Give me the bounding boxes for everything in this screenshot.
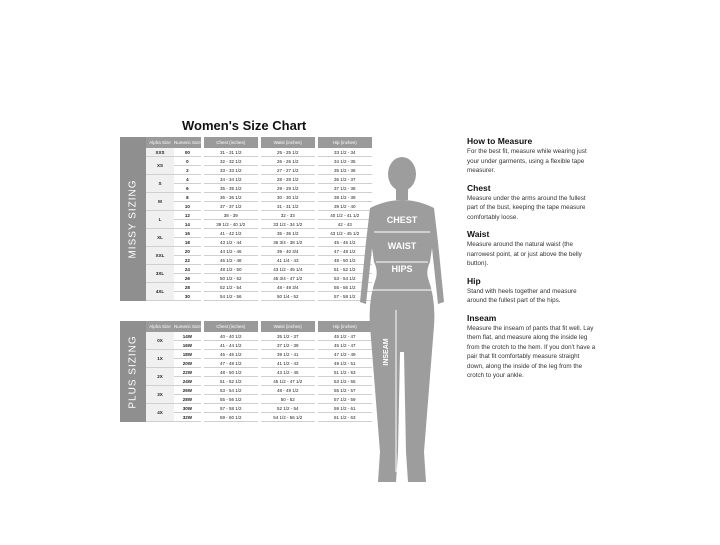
numeric-size-cell: 26 (174, 274, 201, 283)
measurement-cell: 57 1/2 - 59 (318, 395, 372, 404)
body-figure (352, 152, 452, 492)
alpha-size-cell: 4XL (146, 283, 174, 301)
instruction-body: Measure under the arms around the fullest part of the bust, keeping the tape measure comfortably loose. (467, 194, 586, 221)
measurement-cell: 43 1/2 - 45 1/2 (318, 229, 372, 238)
instruction-heading: Hip (467, 275, 481, 286)
column-header: Waist (inches) (261, 137, 315, 148)
column-header: Hip (inches) (318, 321, 372, 332)
column-header: Alpha Size (146, 137, 174, 148)
numeric-size-cell: 18 (174, 238, 201, 247)
alpha-size-cell: 1X (146, 350, 174, 368)
table-row (146, 166, 372, 175)
column-header: Waist (inches) (261, 321, 315, 332)
measurement-cell: 34 1/2 - 35 (318, 157, 372, 166)
numeric-size-cell: 20W (174, 359, 201, 368)
measurement-cell: 59 - 60 1/2 (204, 413, 258, 422)
measurement-cell: 45 1/2 - 47 (318, 332, 372, 341)
measurement-cell: 33 - 33 1/2 (204, 166, 258, 175)
table-row (146, 274, 372, 283)
table-row (146, 247, 372, 256)
measurement-cell: 50 1/4 - 52 (261, 292, 315, 301)
chart-title: Women's Size Chart (182, 118, 307, 133)
numeric-size-cell: 12 (174, 211, 201, 220)
table-row (146, 404, 372, 413)
instruction-body: Measure the inseam of pants that fit well. Lay them flat, and measure along the inside leg from the crotch to the hem. If you don't have a pair that fit comfortably measure straight down, along the inside of the leg from the crotch to your ankle. (467, 324, 596, 379)
measurement-cell: 27 - 27 1/2 (261, 166, 315, 175)
table-row (146, 350, 372, 359)
numeric-size-cell: 24 (174, 265, 201, 274)
measurement-cell: 39 1/2 - 40 1/2 (204, 220, 258, 229)
table-row (146, 148, 372, 157)
measurement-cell: 36 3/4 - 38 1/2 (261, 238, 315, 247)
measurement-cell: 52 1/2 - 54 (261, 404, 315, 413)
table-row (146, 238, 372, 247)
inseam-label: INSEAM (383, 338, 390, 366)
measurement-cell: 39 1/2 - 41 (261, 350, 315, 359)
measurement-cell: 35 - 35 1/2 (204, 184, 258, 193)
measurement-cell: 28 - 28 1/2 (261, 175, 315, 184)
measurement-cell: 39 1/2 - 40 (318, 202, 372, 211)
measurement-cell: 47 1/2 - 49 (318, 350, 372, 359)
measurement-cell: 61 1/2 - 63 (318, 413, 372, 422)
alpha-size-cell: 3X (146, 386, 174, 404)
measurement-cell: 38 1/2 - 39 (318, 193, 372, 202)
measurement-cell: 57 - 58 1/2 (204, 404, 258, 413)
measurement-cell: 42 - 43 (318, 220, 372, 229)
instruction-body: Stand with heels together and measure around the fullest part of the hips. (467, 287, 577, 304)
numeric-size-cell: 26W (174, 386, 201, 395)
measurement-cell: 48 1/2 - 50 (204, 265, 258, 274)
column-header: Alpha Size (146, 321, 174, 332)
numeric-size-cell: 6 (174, 184, 201, 193)
measurement-cell: 55 - 56 1/2 (318, 283, 372, 292)
measurement-cell: 35 1/2 - 36 (318, 166, 372, 175)
instruction-chest (467, 183, 597, 223)
measurement-cell: 34 - 34 1/2 (204, 175, 258, 184)
measurement-cell: 41 1/2 - 43 (261, 359, 315, 368)
measurement-cell: 41 - 42 1/2 (204, 229, 258, 238)
alpha-size-cell: XS (146, 157, 174, 175)
numeric-size-cell: 32W (174, 413, 201, 422)
table-row (146, 332, 372, 341)
table-row (146, 193, 372, 202)
table-row (146, 386, 372, 395)
table-row (146, 368, 372, 377)
measurement-cell: 48 - 49 3/4 (261, 283, 315, 292)
measurement-cell: 55 - 56 1/2 (204, 395, 258, 404)
measurement-cell: 51 1/2 - 53 (318, 368, 372, 377)
plus-sizing-label: PLUS SIZING (127, 334, 139, 409)
numeric-size-cell: 10 (174, 202, 201, 211)
numeric-size-cell: 24W (174, 377, 201, 386)
plus-side-label (120, 321, 146, 422)
numeric-size-cell: 22W (174, 368, 201, 377)
waist-label: WAIST (387, 241, 417, 251)
measurement-cell: 37 - 37 1/2 (204, 202, 258, 211)
measurement-cell: 37 1/2 - 39 (261, 341, 315, 350)
table-header-row (146, 137, 372, 148)
measurement-cell: 53 - 54 1/2 (204, 386, 258, 395)
measurement-cell: 41 - 44 1/2 (204, 341, 258, 350)
alpha-size-cell: 3XL (146, 265, 174, 283)
measurement-cell: 47 - 48 1/2 (318, 247, 372, 256)
measurement-cell: 59 1/2 - 61 (318, 404, 372, 413)
instruction-hip (467, 276, 597, 306)
measurement-cell: 41 1/4 - 43 (261, 256, 315, 265)
plus-sizing-section (120, 321, 372, 422)
column-header: Chest (inches) (204, 137, 258, 148)
table-row (146, 265, 372, 274)
numeric-size-cell: 16W (174, 341, 201, 350)
numeric-size-cell: 0 (174, 157, 201, 166)
measurement-cell: 47 - 48 1/2 (204, 359, 258, 368)
measurement-cell: 35 1/2 - 37 (261, 332, 315, 341)
measurement-cell: 43 1/2 - 44 (204, 238, 258, 247)
instruction-heading: Waist (467, 229, 490, 239)
instruction-how-to-measure (467, 136, 597, 176)
table-row (146, 377, 372, 386)
measurement-cell: 50 1/2 - 52 (204, 274, 258, 283)
numeric-size-cell: 14 (174, 220, 201, 229)
table-row (146, 184, 372, 193)
numeric-size-cell: 30 (174, 292, 201, 301)
table-row (146, 341, 372, 350)
column-header: Hip (inches) (318, 137, 372, 148)
table-row (146, 157, 372, 166)
measurement-cell: 45 - 46 1/2 (204, 350, 258, 359)
measurement-cell: 52 1/2 - 54 (204, 283, 258, 292)
missy-sizing-label: MISSY SIZING (127, 179, 139, 259)
alpha-size-cell: XL (146, 229, 174, 247)
measurement-cell: 32 - 32 1/2 (204, 157, 258, 166)
column-header: Chest (inches) (204, 321, 258, 332)
numeric-size-cell: 16 (174, 229, 201, 238)
alpha-size-cell: 2X (146, 368, 174, 386)
numeric-size-cell: 22 (174, 256, 201, 265)
measurement-cell: 36 - 36 1/2 (204, 193, 258, 202)
column-header: Numeric Size (174, 321, 201, 332)
plus-size-table (146, 321, 372, 422)
measurement-cell: 33 1/2 - 34 (318, 148, 372, 157)
measurement-cell: 38 - 39 (204, 211, 258, 220)
measurement-cell: 43 1/2 - 45 1/4 (261, 265, 315, 274)
chest-label: CHEST (386, 215, 418, 225)
measurement-cell: 53 - 54 1/2 (318, 274, 372, 283)
missy-side-label (120, 137, 146, 301)
numeric-size-cell: 20 (174, 247, 201, 256)
alpha-size-cell: XXL (146, 247, 174, 265)
alpha-size-cell: XXS (146, 148, 174, 157)
measurement-cell: 51 - 52 1/2 (204, 377, 258, 386)
missy-size-table (146, 137, 372, 301)
hips-label: HIPS (391, 264, 413, 274)
measurement-cell: 45 3/4 - 47 1/2 (261, 274, 315, 283)
measurement-cell: 54 1/2 - 56 1/2 (261, 413, 315, 422)
instruction-heading: Chest (467, 182, 491, 193)
measurement-cell: 25 - 25 1/2 (261, 148, 315, 157)
table-row (146, 229, 372, 238)
measurement-cell: 44 1/2 - 46 (204, 247, 258, 256)
missy-sizing-section (120, 137, 372, 301)
measure-instructions (467, 136, 597, 388)
numeric-size-cell: 18W (174, 350, 201, 359)
measurement-cell: 29 - 29 1/2 (261, 184, 315, 193)
numeric-size-cell: 8 (174, 193, 201, 202)
instruction-waist (467, 229, 597, 269)
table-row (146, 292, 372, 301)
instruction-heading: How to Measure (467, 136, 533, 146)
table-header-row (146, 321, 372, 332)
silhouette (360, 157, 444, 482)
column-header: Numeric Size (174, 137, 201, 148)
alpha-size-cell: L (146, 211, 174, 229)
instruction-heading: Inseam (467, 312, 497, 323)
measurement-cell: 36 1/2 - 37 (318, 175, 372, 184)
measurement-cell: 54 1/2 - 56 (204, 292, 258, 301)
measurement-cell: 50 - 52 (261, 395, 315, 404)
instruction-body: For the best fit, measure while wearing just your under garments, using a flexible tape measurer. (467, 148, 587, 174)
measurement-cell: 49 1/2 - 51 (318, 359, 372, 368)
numeric-size-cell: 2 (174, 166, 201, 175)
measurement-cell: 48 - 50 1/2 (204, 368, 258, 377)
measurement-cell: 32 - 33 (261, 211, 315, 220)
measurement-cell: 40 1/2 - 41 1/2 (318, 211, 372, 220)
table-row (146, 175, 372, 184)
measurement-cell: 31 - 31 1/2 (204, 148, 258, 157)
table-row (146, 283, 372, 292)
numeric-size-cell: 4 (174, 175, 201, 184)
table-row (146, 395, 372, 404)
measurement-cell: 55 1/2 - 57 (318, 386, 372, 395)
measurement-cell: 37 1/2 - 38 (318, 184, 372, 193)
measurement-cell: 45 - 46 1/2 (318, 238, 372, 247)
numeric-size-cell: 14W (174, 332, 201, 341)
measurement-cell: 46 1/2 - 48 (204, 256, 258, 265)
table-row (146, 413, 372, 422)
measurement-cell: 45 1/2 - 47 (318, 341, 372, 350)
numeric-size-cell: 28 (174, 283, 201, 292)
measurement-cell: 33 1/2 - 34 1/2 (261, 220, 315, 229)
measurement-cell: 40 - 40 1/2 (204, 332, 258, 341)
numeric-size-cell: 30W (174, 404, 201, 413)
measurement-cell: 48 - 50 1/2 (318, 256, 372, 265)
measurement-cell: 26 - 26 1/2 (261, 157, 315, 166)
instruction-inseam (467, 313, 597, 381)
table-row (146, 256, 372, 265)
alpha-size-cell: 4X (146, 404, 174, 422)
measurement-cell: 35 - 36 1/2 (261, 229, 315, 238)
measurement-cell: 51 - 52 1/2 (318, 265, 372, 274)
table-row (146, 202, 372, 211)
measurement-cell: 57 - 58 1/2 (318, 292, 372, 301)
measurement-cell: 30 - 30 1/2 (261, 193, 315, 202)
measurement-cell: 45 1/2 - 47 1/2 (261, 377, 315, 386)
numeric-size-cell: 28W (174, 395, 201, 404)
table-row (146, 359, 372, 368)
measurement-cell: 39 - 40 3/4 (261, 247, 315, 256)
alpha-size-cell: M (146, 193, 174, 211)
table-row (146, 211, 372, 220)
numeric-size-cell: 00 (174, 148, 201, 157)
measurement-cell: 31 - 31 1/2 (261, 202, 315, 211)
alpha-size-cell: 0X (146, 332, 174, 350)
table-row (146, 220, 372, 229)
measurement-cell: 53 1/2 - 55 (318, 377, 372, 386)
instruction-body: Measure around the natural waist (the narrowest point, at or just above the belly button). (467, 241, 582, 267)
measurement-cell: 48 - 49 1/2 (261, 386, 315, 395)
alpha-size-cell: S (146, 175, 174, 193)
measurement-cell: 43 1/2 - 45 (261, 368, 315, 377)
